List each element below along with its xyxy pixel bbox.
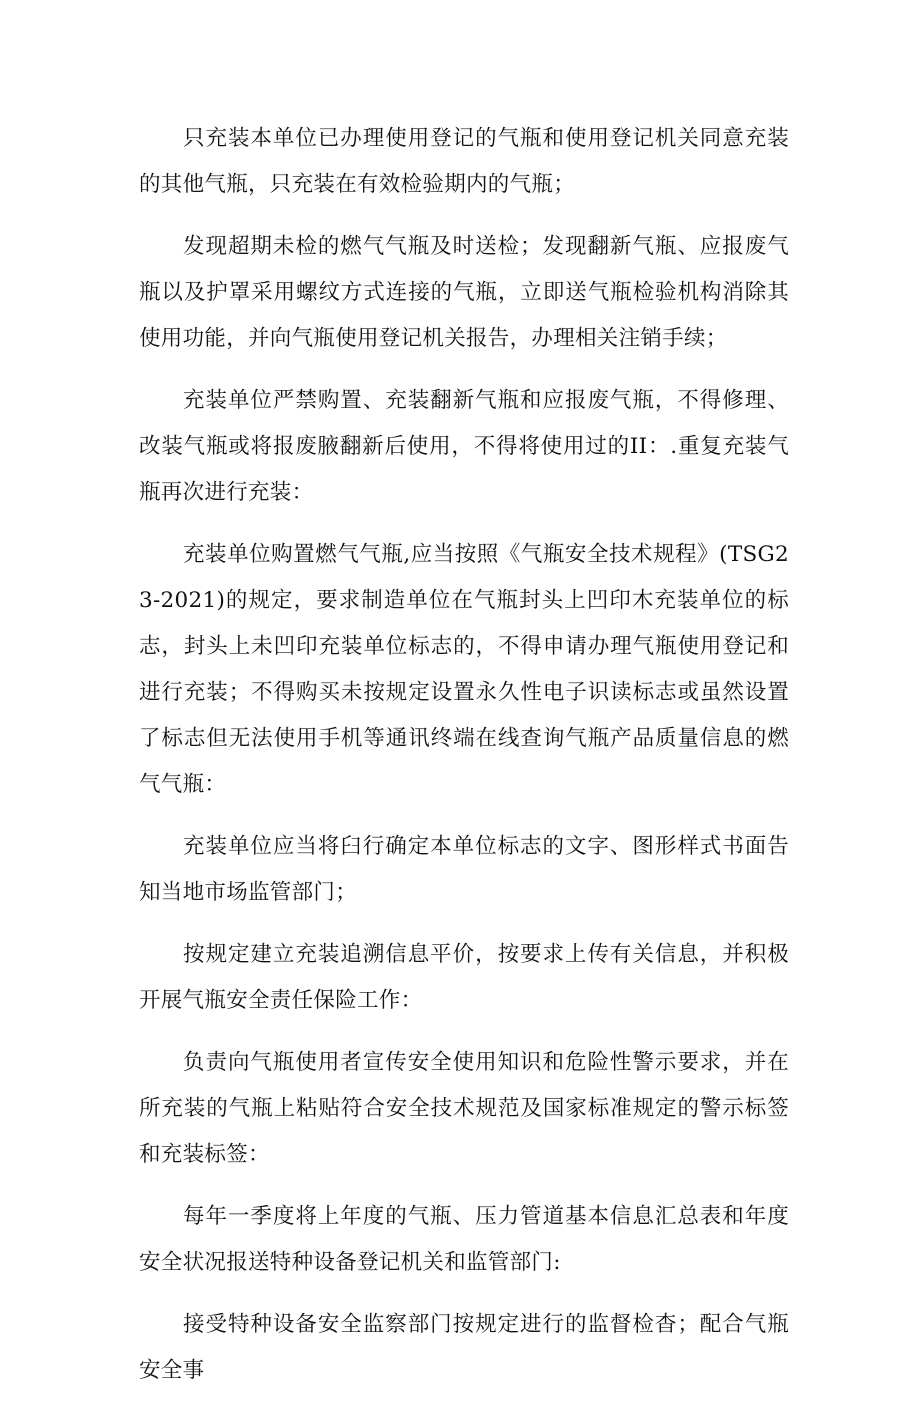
paragraph-annual-report: 每年一季度将上年度的气瓶、压力管道基本信息汇总表和年度安全状况报送特种设备登记机关和监管部门: [139,1204,789,1275]
document-body [139,116,789,1410]
paragraph-safety-labels: 负责向气瓶使用者宣传安全使用知识和危险性警示要求，并在所充装的气瓶上粘贴符合安全技术规范及国家标准规定的警示标签和充装标签： [139,1050,789,1167]
paragraph-prohibitions: 充装单位严禁购置、充装翻新气瓶和应报废气瓶，不得修理、改装气瓶或将报废腋翻新后使用，不得将使用过的II：.重复充装气瓶再次进行充装： [139,388,789,505]
paragraph-purchase-rules: 充装单位购置燃气气瓶,应当按照《气瓶安全技术规程》(TSG23-2021)的规定，要求制造单位在气瓶封头上凹印木充装单位的标志，封头上未凹印充装单位标志的，不得申请办理气瓶使用登记和进行充装；不得购买未按规定设置永久性电子识读标志或虽然设置了标志但无法使用手机等通讯终端在线查询气瓶产品质量信息的燃气气瓶： [139,542,789,797]
paragraph-traceability: 按规定建立充装追溯信息平价，按要求上传有关信息，并积极开展气瓶安全责任保险工作： [139,942,789,1013]
paragraph-expired-cylinders: 发现超期未检的燃气气瓶及时送检；发现翻新气瓶、应报废气瓶以及护罩采用螺纹方式连接的气瓶，立即送气瓶检验机构消除其使用功能，并向气瓶使用登记机关报告，办理相关注销手续； [139,234,789,351]
paragraph-inspection: 接受特种设备安全监察部门按规定进行的监督检杳；配合气瓶安全事 [139,1312,789,1383]
paragraph-unit-mark: 充装单位应当将臼行确定本单位标志的文字、图形样式书面告知当地市场监管部门； [139,834,789,905]
paragraph-filling-scope: 只充装本单位已办理使用登记的气瓶和使用登记机关同意充装的其他气瓶，只充装在有效检验期内的气瓶； [139,126,789,197]
